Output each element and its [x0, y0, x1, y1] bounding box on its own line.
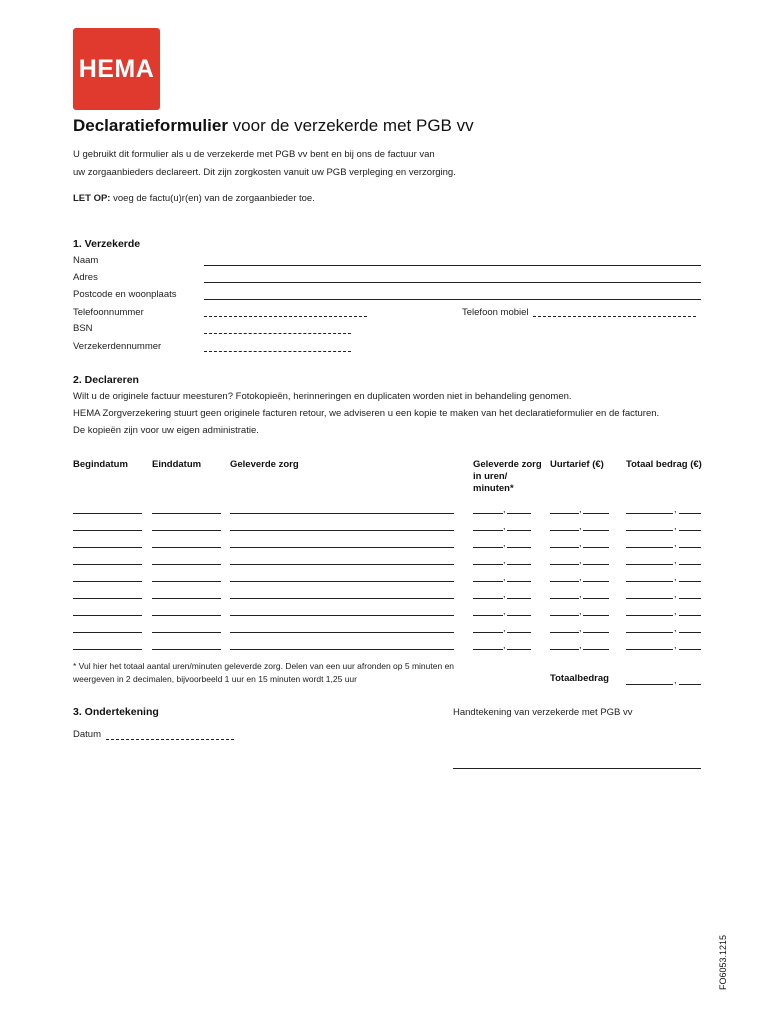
footnote: * Vul hier het totaal aantal uren/minuten geleverde zorg. Delen van een uur afronden op 5 minuten en weergeven in 2 decimalen, bijvoorbeeld 1 uur en 15 minuten wordt 1,25 uur — [73, 661, 455, 684]
telefoon-mobiel-field[interactable] — [533, 316, 696, 317]
totaal-cents-field[interactable] — [679, 530, 701, 531]
uren-comma: , — [503, 606, 506, 616]
uurtarief-euros-field[interactable] — [550, 547, 579, 548]
einddatum-field[interactable] — [152, 547, 221, 548]
uurtarief-euros-field[interactable] — [550, 564, 579, 565]
einddatum-field[interactable] — [152, 513, 221, 514]
section-3-heading: 3. Ondertekening — [73, 706, 159, 718]
label-handtekening: Handtekening van verzekerde met PGB vv — [453, 707, 633, 718]
uurtarief-euros-field[interactable] — [550, 598, 579, 599]
totaal-comma: , — [674, 589, 677, 599]
uren-field[interactable] — [473, 530, 503, 531]
geleverde-zorg-field[interactable] — [230, 564, 454, 565]
totaal-cents-field[interactable] — [679, 632, 701, 633]
telefoon-field[interactable] — [204, 316, 367, 317]
uren-field[interactable] — [473, 649, 503, 650]
declare-line-1: Wilt u de originele factuur meesturen? Fotokopieën, herinneringen en duplicaten worden niet in behandeling genomen. — [73, 391, 572, 402]
minuten-field[interactable] — [507, 513, 531, 514]
postcode-field[interactable] — [204, 299, 701, 300]
col-einddatum: Einddatum — [152, 459, 202, 470]
begindatum-field[interactable] — [73, 632, 142, 633]
verzekerdennummer-field[interactable] — [204, 351, 351, 352]
label-datum: Datum — [73, 729, 101, 740]
uren-comma: , — [503, 572, 506, 582]
uurtarief-cents-field[interactable] — [583, 581, 609, 582]
col-begindatum: Begindatum — [73, 459, 128, 470]
uurtarief-euros-field[interactable] — [550, 581, 579, 582]
total-amount-cents[interactable] — [679, 684, 701, 685]
totaal-comma: , — [674, 504, 677, 514]
geleverde-zorg-field[interactable] — [230, 632, 454, 633]
uurtarief-euros-field[interactable] — [550, 513, 579, 514]
uurtarief-cents-field[interactable] — [583, 564, 609, 565]
uren-field[interactable] — [473, 615, 503, 616]
uren-field[interactable] — [473, 598, 503, 599]
begindatum-field[interactable] — [73, 581, 142, 582]
einddatum-field[interactable] — [152, 564, 221, 565]
naam-field[interactable] — [204, 265, 701, 266]
totaal-comma: , — [674, 521, 677, 531]
form-code: FO6053.1215 — [718, 934, 728, 990]
totaal-cents-field[interactable] — [679, 581, 701, 582]
total-label: Totaalbedrag — [550, 673, 609, 684]
begindatum-field[interactable] — [73, 598, 142, 599]
handtekening-field[interactable] — [453, 768, 701, 769]
totaal-comma: , — [674, 623, 677, 633]
label-naam: Naam — [73, 255, 99, 266]
einddatum-field[interactable] — [152, 632, 221, 633]
geleverde-zorg-field[interactable] — [230, 649, 454, 650]
totaal-cents-field[interactable] — [679, 649, 701, 650]
uurtarief-comma: , — [579, 606, 582, 616]
hema-logo — [73, 28, 160, 110]
geleverde-zorg-field[interactable] — [230, 530, 454, 531]
totaal-euros-field[interactable] — [626, 547, 673, 548]
begindatum-field[interactable] — [73, 649, 142, 650]
label-verzekerdennummer: Verzekerdennummer — [73, 341, 162, 352]
section-1-heading: 1. Verzekerde — [73, 238, 141, 250]
section-2-heading: 2. Declareren — [73, 374, 139, 386]
datum-field[interactable] — [106, 739, 234, 740]
adres-field[interactable] — [204, 282, 701, 283]
geleverde-zorg-field[interactable] — [230, 513, 454, 514]
totaal-euros-field[interactable] — [626, 632, 673, 633]
col-uurtarief: Uurtarief (€) — [550, 459, 604, 470]
minuten-field[interactable] — [507, 632, 531, 633]
uurtarief-comma: , — [579, 589, 582, 599]
title-rest: voor de verzekerde met PGB vv — [227, 116, 474, 135]
einddatum-field[interactable] — [152, 530, 221, 531]
uren-comma: , — [503, 623, 506, 633]
uren-comma: , — [503, 504, 506, 514]
totaal-cents-field[interactable] — [679, 513, 701, 514]
minuten-field[interactable] — [507, 581, 531, 582]
declare-line-2: HEMA Zorgverzekering stuurt geen originele facturen retour, we adviseren u een kopie te maken van het declaratieformulier en de facturen. — [73, 408, 660, 419]
intro-note — [73, 193, 315, 204]
einddatum-field[interactable] — [152, 649, 221, 650]
totaal-euros-field[interactable] — [626, 615, 673, 616]
label-adres: Adres — [73, 272, 98, 283]
begindatum-field[interactable] — [73, 513, 142, 514]
totaal-cents-field[interactable] — [679, 615, 701, 616]
bsn-field[interactable] — [204, 333, 351, 334]
totaal-cents-field[interactable] — [679, 598, 701, 599]
uurtarief-comma: , — [579, 623, 582, 633]
einddatum-field[interactable] — [152, 615, 221, 616]
uurtarief-cents-field[interactable] — [583, 598, 609, 599]
uren-field[interactable] — [473, 547, 503, 548]
totaal-euros-field[interactable] — [626, 513, 673, 514]
total-amount-comma: , — [674, 675, 677, 685]
minuten-field[interactable] — [507, 649, 531, 650]
totaal-comma: , — [674, 572, 677, 582]
minuten-field[interactable] — [507, 615, 531, 616]
einddatum-field[interactable] — [152, 598, 221, 599]
uurtarief-cents-field[interactable] — [583, 649, 609, 650]
uurtarief-cents-field[interactable] — [583, 530, 609, 531]
begindatum-field[interactable] — [73, 530, 142, 531]
uurtarief-euros-field[interactable] — [550, 530, 579, 531]
intro-line-1: U gebruikt dit formulier als u de verzekerde met PGB vv bent en bij ons de factuur van — [73, 149, 435, 160]
uren-field[interactable] — [473, 581, 503, 582]
note-bold: LET OP: — [73, 193, 111, 204]
uren-field[interactable] — [473, 564, 503, 565]
uurtarief-euros-field[interactable] — [550, 615, 579, 616]
uren-comma: , — [503, 589, 506, 599]
label-postcode: Postcode en woonplaats — [73, 289, 177, 300]
begindatum-field[interactable] — [73, 615, 142, 616]
uren-comma: , — [503, 538, 506, 548]
totaal-comma: , — [674, 640, 677, 650]
totaal-euros-field[interactable] — [626, 564, 673, 565]
col-uren: Geleverde zorg in uren/ minuten* — [473, 459, 542, 494]
minuten-field[interactable] — [507, 564, 531, 565]
minuten-field[interactable] — [507, 547, 531, 548]
label-telefoon: Telefoonnummer — [73, 307, 144, 318]
title-bold: Declaratieformulier — [73, 116, 228, 135]
totaal-comma: , — [674, 538, 677, 548]
totaal-euros-field[interactable] — [626, 598, 673, 599]
uurtarief-comma: , — [579, 504, 582, 514]
uurtarief-cents-field[interactable] — [583, 547, 609, 548]
uren-comma: , — [503, 555, 506, 565]
uurtarief-euros-field[interactable] — [550, 632, 579, 633]
uurtarief-comma: , — [579, 640, 582, 650]
col-geleverde-zorg: Geleverde zorg — [230, 459, 299, 470]
logo-text: HEMA — [78, 54, 155, 83]
total-amount-euros[interactable] — [626, 684, 673, 685]
uurtarief-euros-field[interactable] — [550, 649, 579, 650]
intro-line-2: uw zorgaanbieders declareert. Dit zijn zorgkosten vanuit uw PGB verpleging en verzorging. — [73, 167, 456, 178]
uurtarief-cents-field[interactable] — [583, 513, 609, 514]
uren-field[interactable] — [473, 632, 503, 633]
totaal-cents-field[interactable] — [679, 564, 701, 565]
uurtarief-comma: , — [579, 521, 582, 531]
totaal-comma: , — [674, 555, 677, 565]
totaal-comma: , — [674, 606, 677, 616]
uren-field[interactable] — [473, 513, 503, 514]
totaal-euros-field[interactable] — [626, 530, 673, 531]
note-rest: voeg de factu(u)r(en) van de zorgaanbieder toe. — [110, 193, 315, 204]
minuten-field[interactable] — [507, 530, 531, 531]
uurtarief-comma: , — [579, 572, 582, 582]
uurtarief-cents-field[interactable] — [583, 632, 609, 633]
geleverde-zorg-field[interactable] — [230, 581, 454, 582]
col-totaal: Totaal bedrag (€) — [626, 459, 702, 470]
geleverde-zorg-field[interactable] — [230, 598, 454, 599]
page-title — [73, 116, 474, 136]
begindatum-field[interactable] — [73, 547, 142, 548]
geleverde-zorg-field[interactable] — [230, 615, 454, 616]
label-bsn: BSN — [73, 323, 93, 334]
uurtarief-comma: , — [579, 538, 582, 548]
totaal-euros-field[interactable] — [626, 581, 673, 582]
totaal-euros-field[interactable] — [626, 649, 673, 650]
uren-comma: , — [503, 640, 506, 650]
begindatum-field[interactable] — [73, 564, 142, 565]
uurtarief-comma: , — [579, 555, 582, 565]
totaal-cents-field[interactable] — [679, 547, 701, 548]
declare-line-3: De kopieën zijn voor uw eigen administratie. — [73, 425, 259, 436]
einddatum-field[interactable] — [152, 581, 221, 582]
uurtarief-cents-field[interactable] — [583, 615, 609, 616]
uren-comma: , — [503, 521, 506, 531]
minuten-field[interactable] — [507, 598, 531, 599]
label-telefoon-mobiel: Telefoon mobiel — [462, 307, 529, 318]
geleverde-zorg-field[interactable] — [230, 547, 454, 548]
